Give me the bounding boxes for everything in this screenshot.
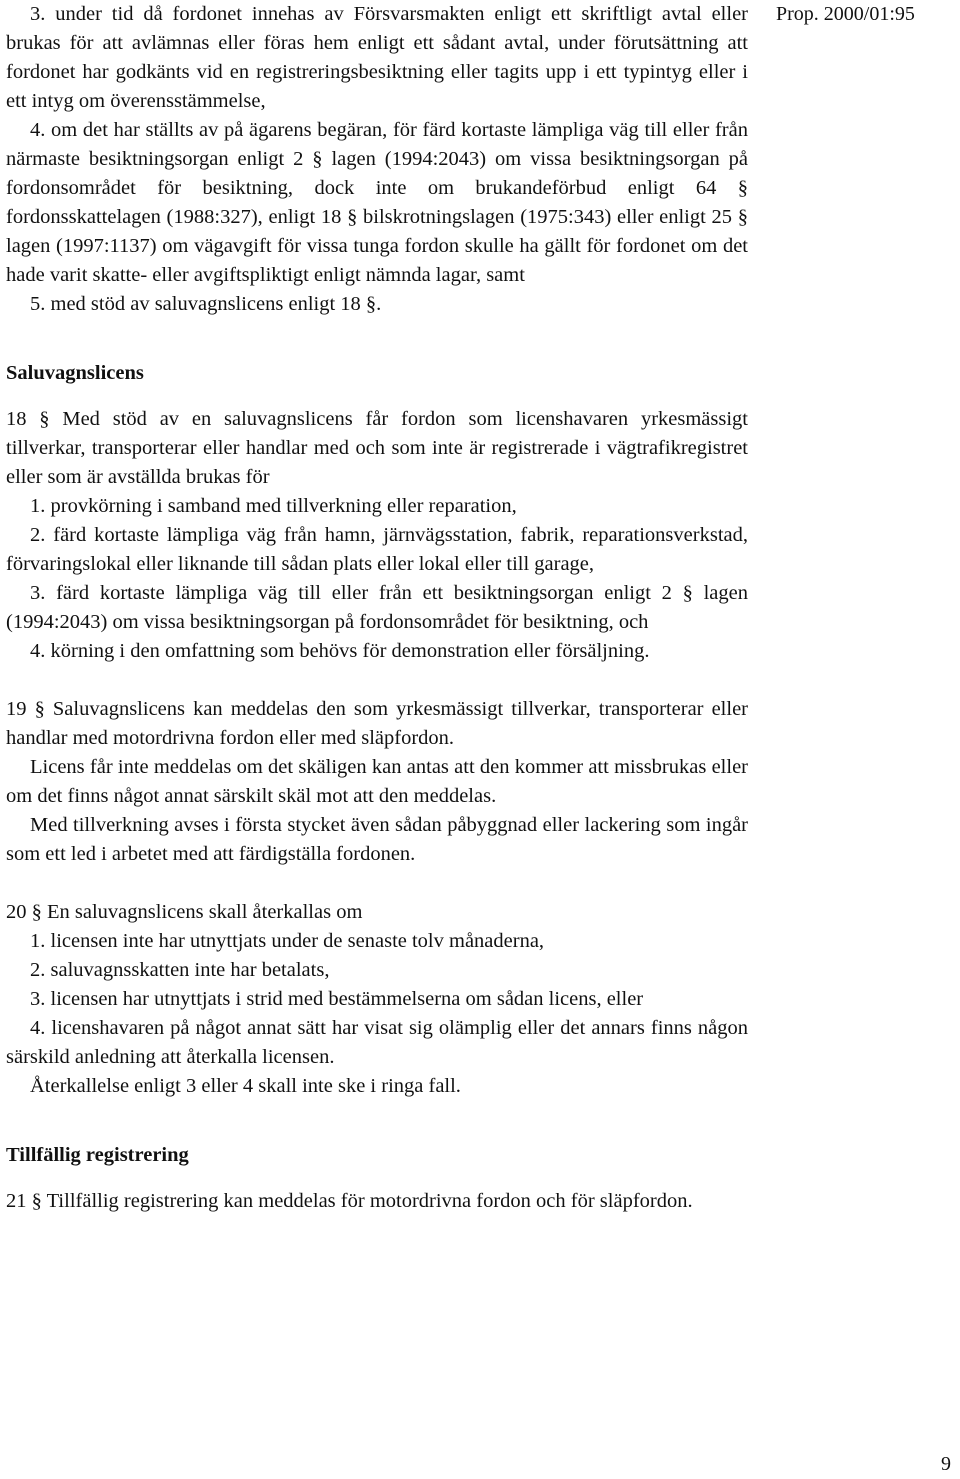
list-item: 4. om det har ställts av på ägarens begäran, för färd kortaste lämpliga väg till eller från närmaste besiktningsorgan enligt 2 § lagen (1994:2043) om vissa besiktningsorgan på fordonsområdet för besiktning, dock inte om brukandeförbud enligt 64 § fordonsskattelagen (1988:327), enligt 18 § bilskrotningslagen (1975:343) eller enligt 25 § lagen (1997:1137) om vägavgift för vissa tunga fordon skulle ha gällt för fordonet om det hade varit skatte- eller avgiftspliktigt enligt nämnda lagar, samt <box>6 119 748 286</box>
paragraph-21: 21 § Tillfällig registrering kan meddelas för motordrivna fordon och för släpfordon. <box>6 1190 693 1212</box>
list-item: 4. licenshavaren på något annat sätt har visat sig olämplig eller det annars finns någon särskild anledning att återkalla licensen. <box>6 1017 748 1068</box>
section-heading-saluvagnslicens: Saluvagnslicens <box>6 362 144 384</box>
paragraph-19: 19 § Saluvagnslicens kan meddelas den som yrkesmässigt tillverkar, transporterar eller handlar med motordrivna fordon eller med släpfordon. <box>6 698 748 749</box>
paragraph-20-second: Återkallelse enligt 3 eller 4 skall inte ske i ringa fall. <box>30 1075 461 1097</box>
paragraph-19-second: Licens får inte meddelas om det skäligen kan antas att den kommer att missbrukas eller om det finns något annat särskilt skäl mot att den meddelas. <box>6 756 748 807</box>
paragraph-18: 18 § Med stöd av en saluvagnslicens får fordon som licenshavaren yrkesmässigt tillverkar, transporterar eller handlar med och som inte är registrerade i vägtrafikregistret eller som är avställda brukas för <box>6 408 748 488</box>
paragraph-20: 20 § En saluvagnslicens skall återkallas om <box>6 901 363 923</box>
paragraph-19-third: Med tillverkning avses i första stycket även sådan påbyggnad eller lackering som ingår som ett led i arbetet med att färdigställa fordonen. <box>6 814 748 865</box>
list-item: 1. provkörning i samband med tillverkning eller reparation, <box>30 495 517 517</box>
list-item: 3. färd kortaste lämpliga väg till eller från ett besiktningsorgan enligt 2 § lagen (1994:2043) om vissa besiktningsorgan på fordonsområdet för besiktning, och <box>6 582 748 633</box>
list-item: 4. körning i den omfattning som behövs för demonstration eller försäljning. <box>30 640 650 662</box>
list-item: 1. licensen inte har utnyttjats under de senaste tolv månaderna, <box>30 930 545 952</box>
list-item: 2. saluvagnsskatten inte har betalats, <box>30 959 330 981</box>
list-item: 3. under tid då fordonet innehas av Försvarsmakten enligt ett skriftligt avtal eller brukas för att avlämnas eller föras hem enligt ett sådant avtal, under förutsättning att fordonet har godkänts vid en registreringsbesiktning eller tagits upp i ett typintyg eller i ett intyg om överensstämmelse, <box>6 3 748 112</box>
list-item: 2. färd kortaste lämpliga väg från hamn, järnvägsstation, fabrik, reparationsverkstad, förvaringslokal eller liknande till sådan plats eller lokal eller till garage, <box>6 524 748 575</box>
section-heading-tillfallig-registrering: Tillfällig registrering <box>6 1144 189 1166</box>
document-reference: Prop. 2000/01:95 <box>776 3 915 25</box>
page-number: 9 <box>941 1453 951 1475</box>
list-item: 3. licensen har utnyttjats i strid med bestämmelserna om sådan licens, eller <box>30 988 644 1010</box>
list-item: 5. med stöd av saluvagnslicens enligt 18 §. <box>30 293 382 315</box>
document-body <box>6 0 748 1216</box>
